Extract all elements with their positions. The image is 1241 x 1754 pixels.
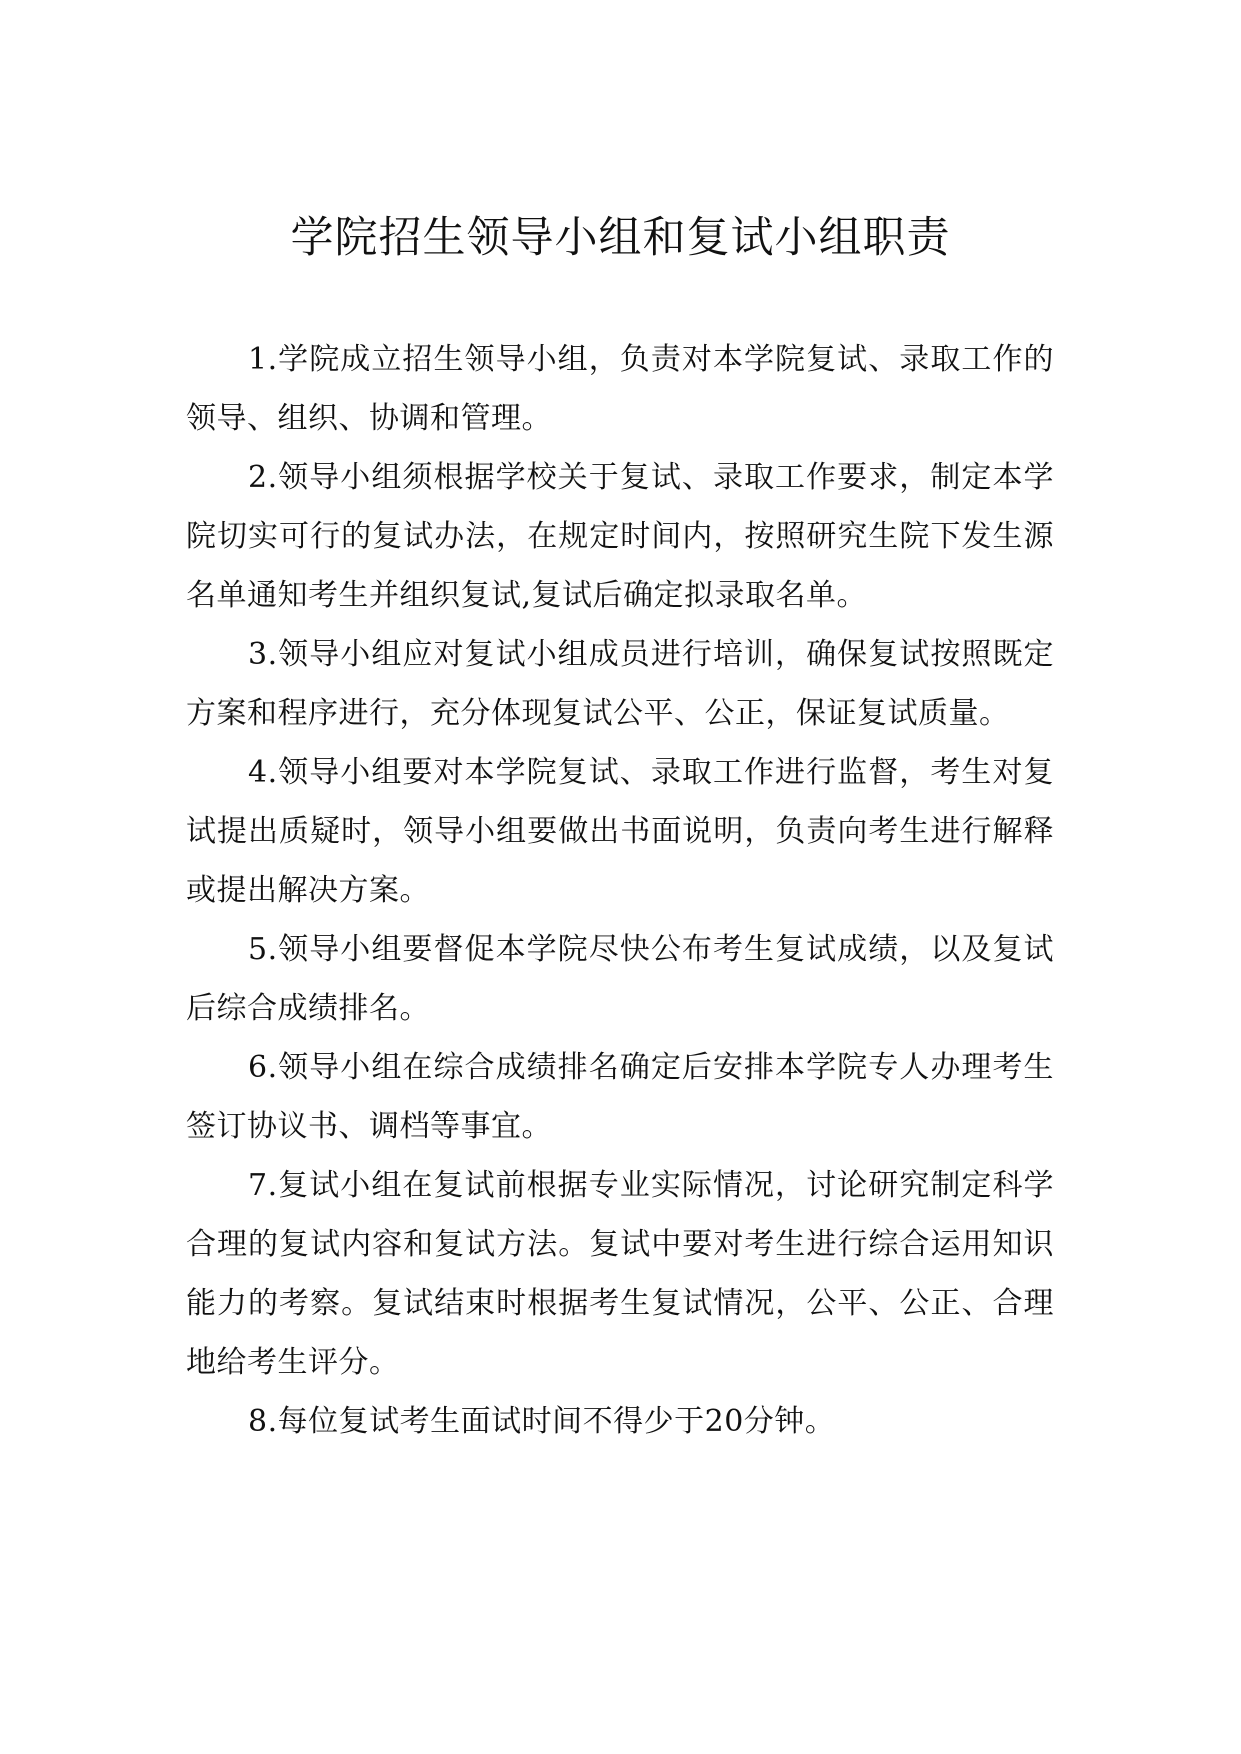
- document-body: [186, 330, 1054, 1451]
- paragraph-4: 4.领导小组要对本学院复试、录取工作进行监督，考生对复试提出质疑时，领导小组要做出书面说明，负责向考生进行解释或提出解决方案。: [186, 755, 1054, 908]
- document-title: 学院招生领导小组和复试小组职责: [290, 213, 951, 263]
- paragraph-3: 3.领导小组应对复试小组成员进行培训，确保复试按照既定方案和程序进行，充分体现复试公平、公正，保证复试质量。: [186, 637, 1054, 731]
- paragraph-1: 1.学院成立招生领导小组，负责对本学院复试、录取工作的领导、组织、协调和管理。: [186, 342, 1054, 436]
- paragraph-2: 2.领导小组须根据学校关于复试、录取工作要求，制定本学院切实可行的复试办法，在规定时间内，按照研究生院下发生源名单通知考生并组织复试,复试后确定拟录取名单。: [186, 460, 1054, 613]
- paragraph-7: 7.复试小组在复试前根据专业实际情况，讨论研究制定科学合理的复试内容和复试方法。复试中要对考生进行综合运用知识能力的考察。复试结束时根据考生复试情况，公平、公正、合理地给考生评分。: [186, 1168, 1054, 1380]
- paragraph-6: 6.领导小组在综合成绩排名确定后安排本学院专人办理考生签订协议书、调档等事宜。: [186, 1050, 1054, 1144]
- paragraph-5: 5.领导小组要督促本学院尽快公布考生复试成绩，以及复试后综合成绩排名。: [186, 932, 1054, 1026]
- paragraph-8: 8.每位复试考生面试时间不得少于20分钟。: [248, 1404, 836, 1439]
